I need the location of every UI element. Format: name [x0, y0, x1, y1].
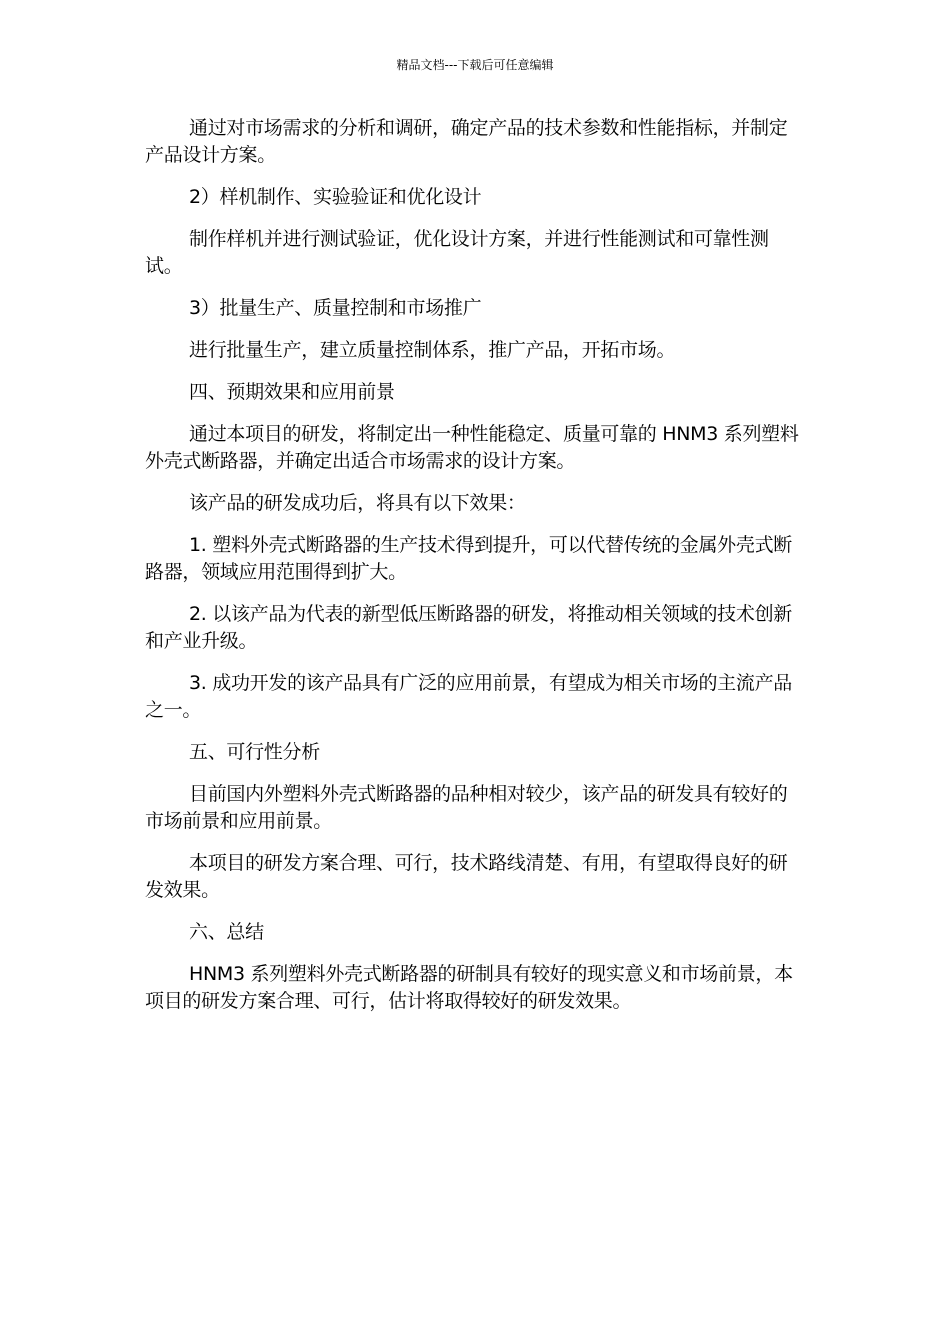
paragraph-2: 制作样机并进行测试验证，优化设计方案，并进行性能测试和可靠性测试。 [145, 228, 769, 277]
document-body [145, 115, 805, 1030]
section-heading-5: 五、可行性分析 [189, 741, 320, 763]
heading-step-3: 3）批量生产、质量控制和市场推广 [189, 297, 482, 319]
list-item-2: 2. 以该产品为代表的新型低压断路器的研发，将推动相关领域的技术创新和产业升级。 [145, 603, 792, 652]
paragraph-3: 进行批量生产，建立质量控制体系，推广产品，开拓市场。 [189, 339, 676, 361]
section-heading-6: 六、总结 [189, 921, 264, 943]
paragraph-7: 本项目的研发方案合理、可行，技术路线清楚、有用，有望取得良好的研发效果。 [145, 852, 788, 901]
heading-step-2: 2）样机制作、实验验证和优化设计 [189, 186, 482, 208]
paragraph-1: 通过对市场需求的分析和调研，确定产品的技术参数和性能指标，并制定产品设计方案。 [145, 117, 788, 166]
paragraph-4: 通过本项目的研发，将制定出一种性能稳定、质量可靠的 HNM3 系列塑料外壳式断路器，并确定出适合市场需求的设计方案。 [145, 423, 799, 472]
paragraph-5: 该产品的研发成功后，将具有以下效果： [189, 492, 526, 514]
page-header: 精品文档---下载后可任意编辑 [396, 58, 554, 72]
section-heading-4: 四、预期效果和应用前景 [189, 381, 395, 403]
list-item-1: 1. 塑料外壳式断路器的生产技术得到提升，可以代替传统的金属外壳式断路器，领域应用范围得到扩大。 [145, 534, 792, 583]
paragraph-8: HNM3 系列塑料外壳式断路器的研制具有较好的现实意义和市场前景，本项目的研发方案合理、可行，估计将取得较好的研发效果。 [145, 963, 793, 1012]
paragraph-6: 目前国内外塑料外壳式断路器的品种相对较少，该产品的研发具有较好的市场前景和应用前景。 [145, 783, 788, 832]
list-item-3: 3. 成功开发的该产品具有广泛的应用前景，有望成为相关市场的主流产品之一。 [145, 672, 792, 721]
